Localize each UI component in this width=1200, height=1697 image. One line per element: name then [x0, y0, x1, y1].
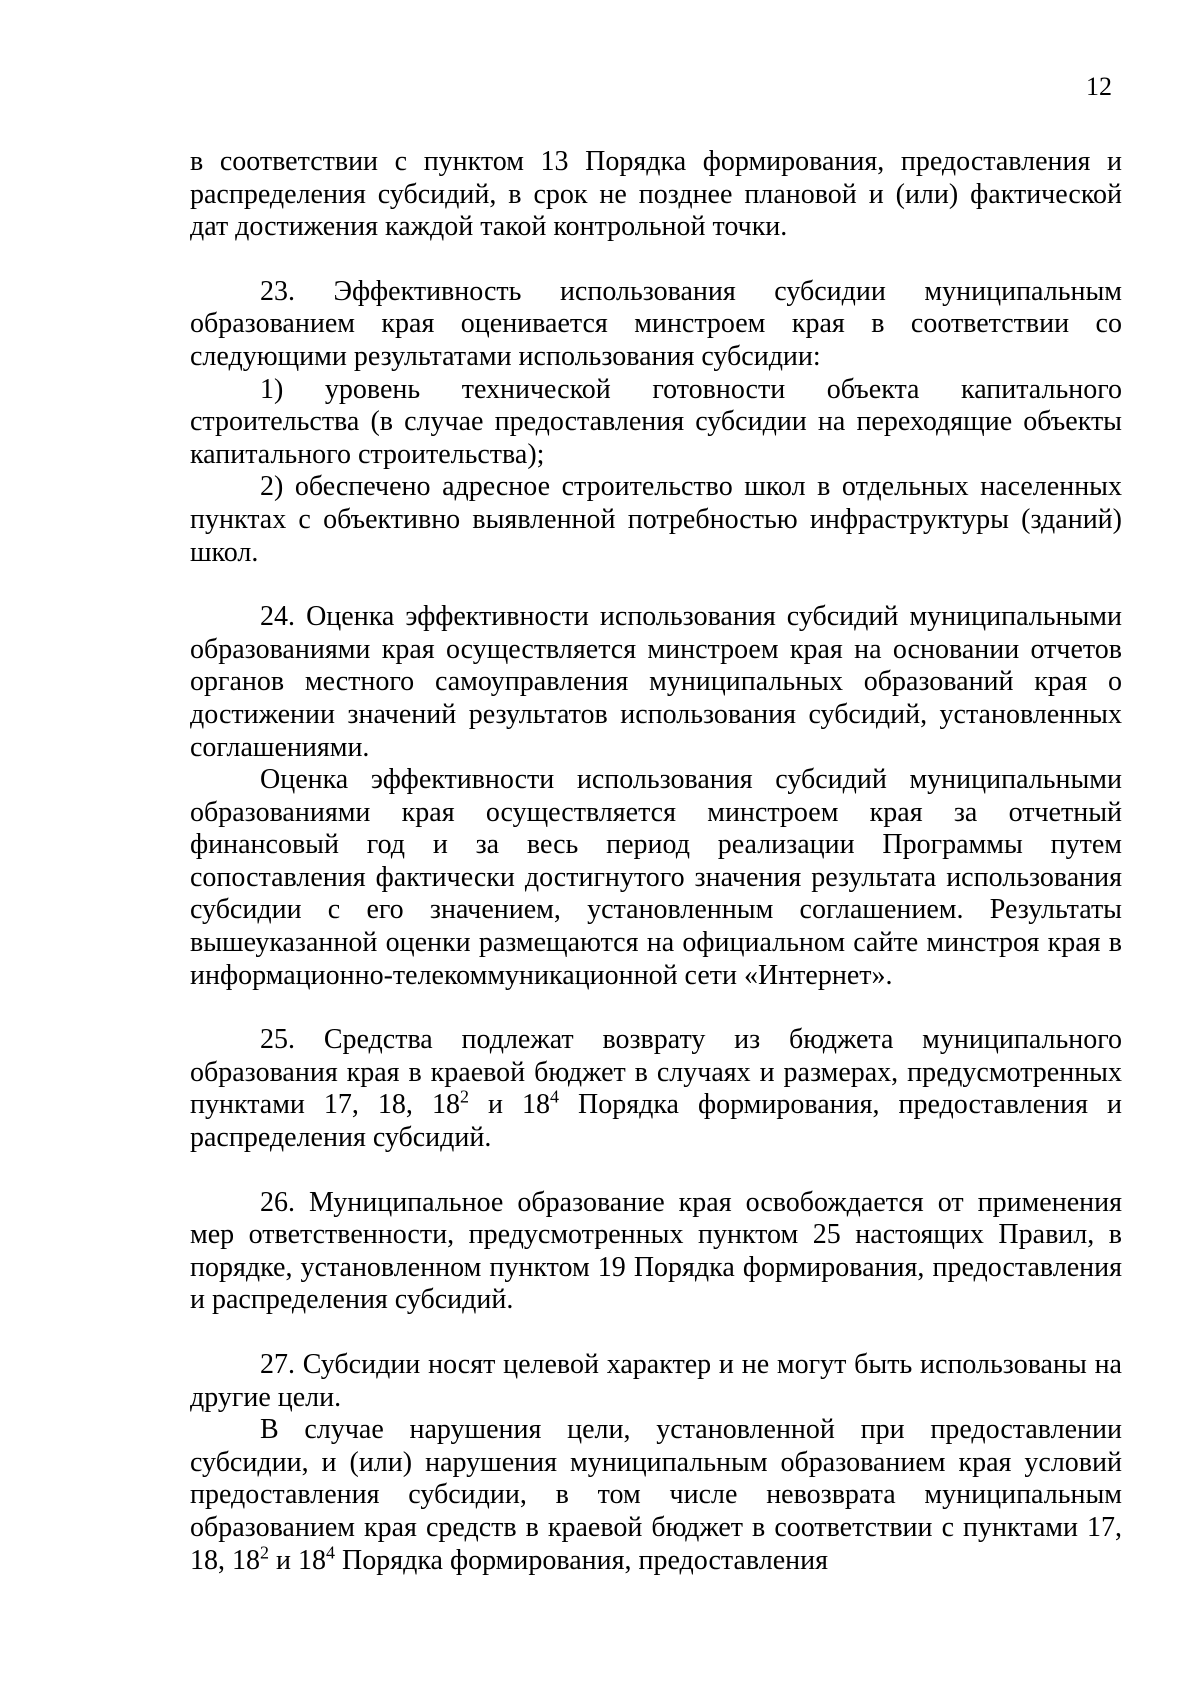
paragraph-23-item-1: 1) уровень технической готовности объекта капитального строительства (в случае предоставления субсидии на переходящие объекты капитального строительства); [190, 373, 1122, 470]
paragraph-continuation: в соответствии с пунктом 13 Порядка формирования, предоставления и распределения субсидий, в срок не позднее плановой и (или) фактической дат достижения каждой такой контрольной точки. [190, 146, 1122, 243]
paragraph-27-mid: и 18 [269, 1544, 326, 1576]
paragraph-25-mid: и 18 [468, 1089, 550, 1121]
paragraph-26: 26. Муниципальное образование края освобождается от применения мер ответственности, предусмотренных пунктом 25 настоящих Правил, в порядке, установленном пунктом 19 Порядка формирования, предоставления и распределения субсидий. [190, 1186, 1122, 1316]
paragraph-24-continued: Оценка эффективности использования субсидий муниципальными образованиями края осуществляется минстроем края за отчетный финансовый год и за весь период реализации Программы путем сопоставления фактически достигнутого значения результата использования субсидии с его значением, установленным соглашением. Результаты вышеуказанной оценки размещаются на официальном сайте минстроя края в информационно-телекоммуникационной сети «Интернет». [190, 764, 1122, 991]
superscript-2: 2 [260, 1542, 269, 1563]
document-body [190, 146, 1122, 1577]
superscript-4: 4 [549, 1087, 559, 1108]
paragraph-27-continued-text: В случае нарушения цели, установленной при предоставлении субсидии, и (или) нарушения муниципальным образованием края условий предоставления субсидии, в том числе невозврата муниципальным образованием края средств в краевой бюджет в соответствии с пунктами 17, 18, 18 [190, 1414, 1122, 1576]
paragraph-23: 23. Эффективность использования субсидии муниципальным образованием края оценивается минстроем края в соответствии со следующими результатами использования субсидии: [190, 275, 1122, 372]
paragraph-23-item-2: 2) обеспечено адресное строительство школ в отдельных населенных пунктах с объективно выявленной потребностью инфраструктуры (зданий) школ. [190, 471, 1122, 568]
page-number: 12 [1086, 72, 1112, 101]
paragraph-25-number: 25. [260, 1024, 295, 1056]
paragraph-27-tail: Порядка формирования, предоставления [334, 1544, 829, 1576]
paragraph-25-text: Средства подлежат возврату из бюджета муниципального образования края в краевой бюджет в случаях и размерах, предусмотренных пунктами 17, 18, 18 [190, 1024, 1123, 1121]
paragraph-25-tail: Порядка формирования, предоставления и распределения субсидий. [190, 1089, 1123, 1154]
paragraph-27: 27. Субсидии носят целевой характер и не могут быть использованы на другие цели. [190, 1349, 1122, 1413]
superscript-2: 2 [459, 1087, 469, 1108]
paragraph-25 [190, 1024, 1122, 1154]
paragraph-27-continued [190, 1414, 1122, 1577]
paragraph-24: 24. Оценка эффективности использования субсидий муниципальными образованиями края осуществляется минстроем края на основании отчетов органов местного самоуправления муниципальных образований края о достижении значений результатов использования субсидий, установленных соглашениями. [190, 601, 1122, 763]
superscript-4: 4 [325, 1542, 335, 1563]
